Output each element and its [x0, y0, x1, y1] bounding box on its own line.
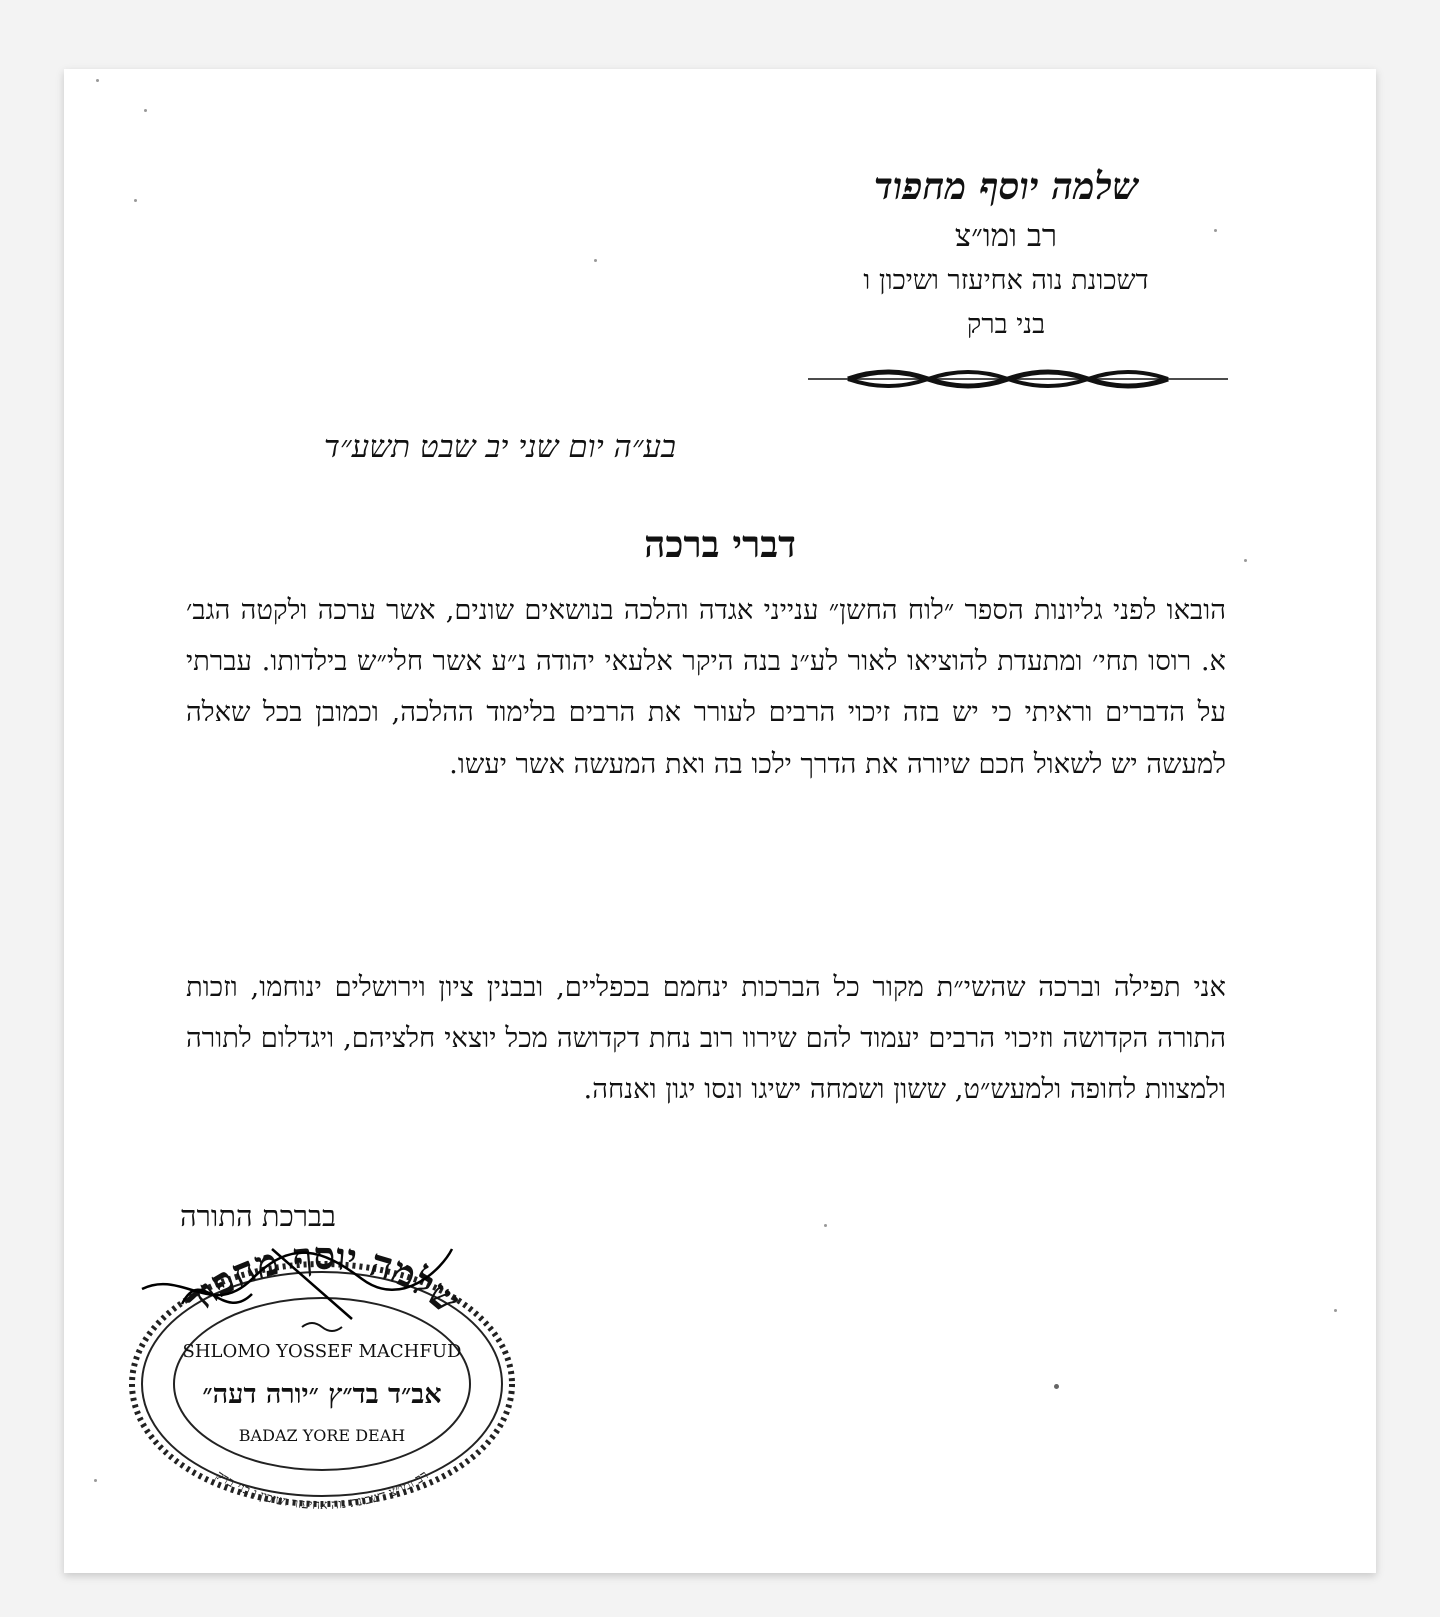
- letterhead-city: בני ברק: [966, 309, 1046, 340]
- letter-date: בע״ה יום שני יב שבט תשע״ד: [323, 429, 676, 465]
- stamp-name-english: SHLOMO YOSSEF MACHFUD: [182, 1341, 462, 1362]
- closing-line: בברכת התורה: [180, 1199, 336, 1233]
- letter-page: [64, 69, 1376, 1573]
- stamp-ring-text: רב ומו״צ דשכונת נוה אחיעזר ושיכון ו בני ברק: [212, 1468, 432, 1514]
- stamp-name-hebrew: שלמה יוסף מחפוד: [174, 1232, 469, 1323]
- letterhead-name: שלמה יוסף מחפוד: [873, 164, 1139, 208]
- body-paragraph-2: אני תפילה וברכה שהשי״ת מקור כל הברכות ינחמם בכפליים, ובבנין ציון וירושלים ינוחמו, וזכות התורה הקדושה וזיכוי הרבים יעמוד להם שירוו רוב נחת דקדושה מכל יוצאי חלציהם, ויגדלום לתורה ולמצוות לחופה ולמעש״ט, ששון ושמחה ישיגו ונסו יגון ואנחה.: [186, 972, 1226, 1106]
- letterhead-address: דשכונת נוה אחיעזר ושיכון ו: [863, 265, 1149, 296]
- body-paragraph-1: הובאו לפני גליונות הספר ״לוח החשן״ ענייני אגדה והלכה בנושאים שונים, אשר ערכה ולקטה הגב׳ א. רוסו תחי׳ ומתעדת להוציאו לאור לע״נ בנה היקר אלעאי יהודה נ״ע אשר חלי״ש בילדותו. עברתי על הדברים וראיתי כי יש בזה זיכוי הרבים לעורר את הרבים בלימוד ההלכה, וכמובן בכל שאלה למעשה יש לשאול חכם שיורה את הדרך ילכו בה ואת המעשה אשר יעשו.: [186, 595, 1226, 780]
- letterhead-title: רב ומו״צ: [954, 218, 1058, 254]
- letter-heading: דברי ברכה: [644, 522, 796, 566]
- rabbinical-stamp: [122, 1209, 522, 1519]
- divider-ornament: [808, 359, 1228, 399]
- stamp-court-hebrew: אב״ד בד״ץ ״יורה דעה״: [202, 1379, 442, 1410]
- stamp-court-english: BADAZ YORE DEAH: [238, 1426, 406, 1445]
- svg-text:רב ומו״צ דשכונת נוה אחיעזר ושי: [213, 1468, 432, 1513]
- letterhead: [796, 159, 1216, 347]
